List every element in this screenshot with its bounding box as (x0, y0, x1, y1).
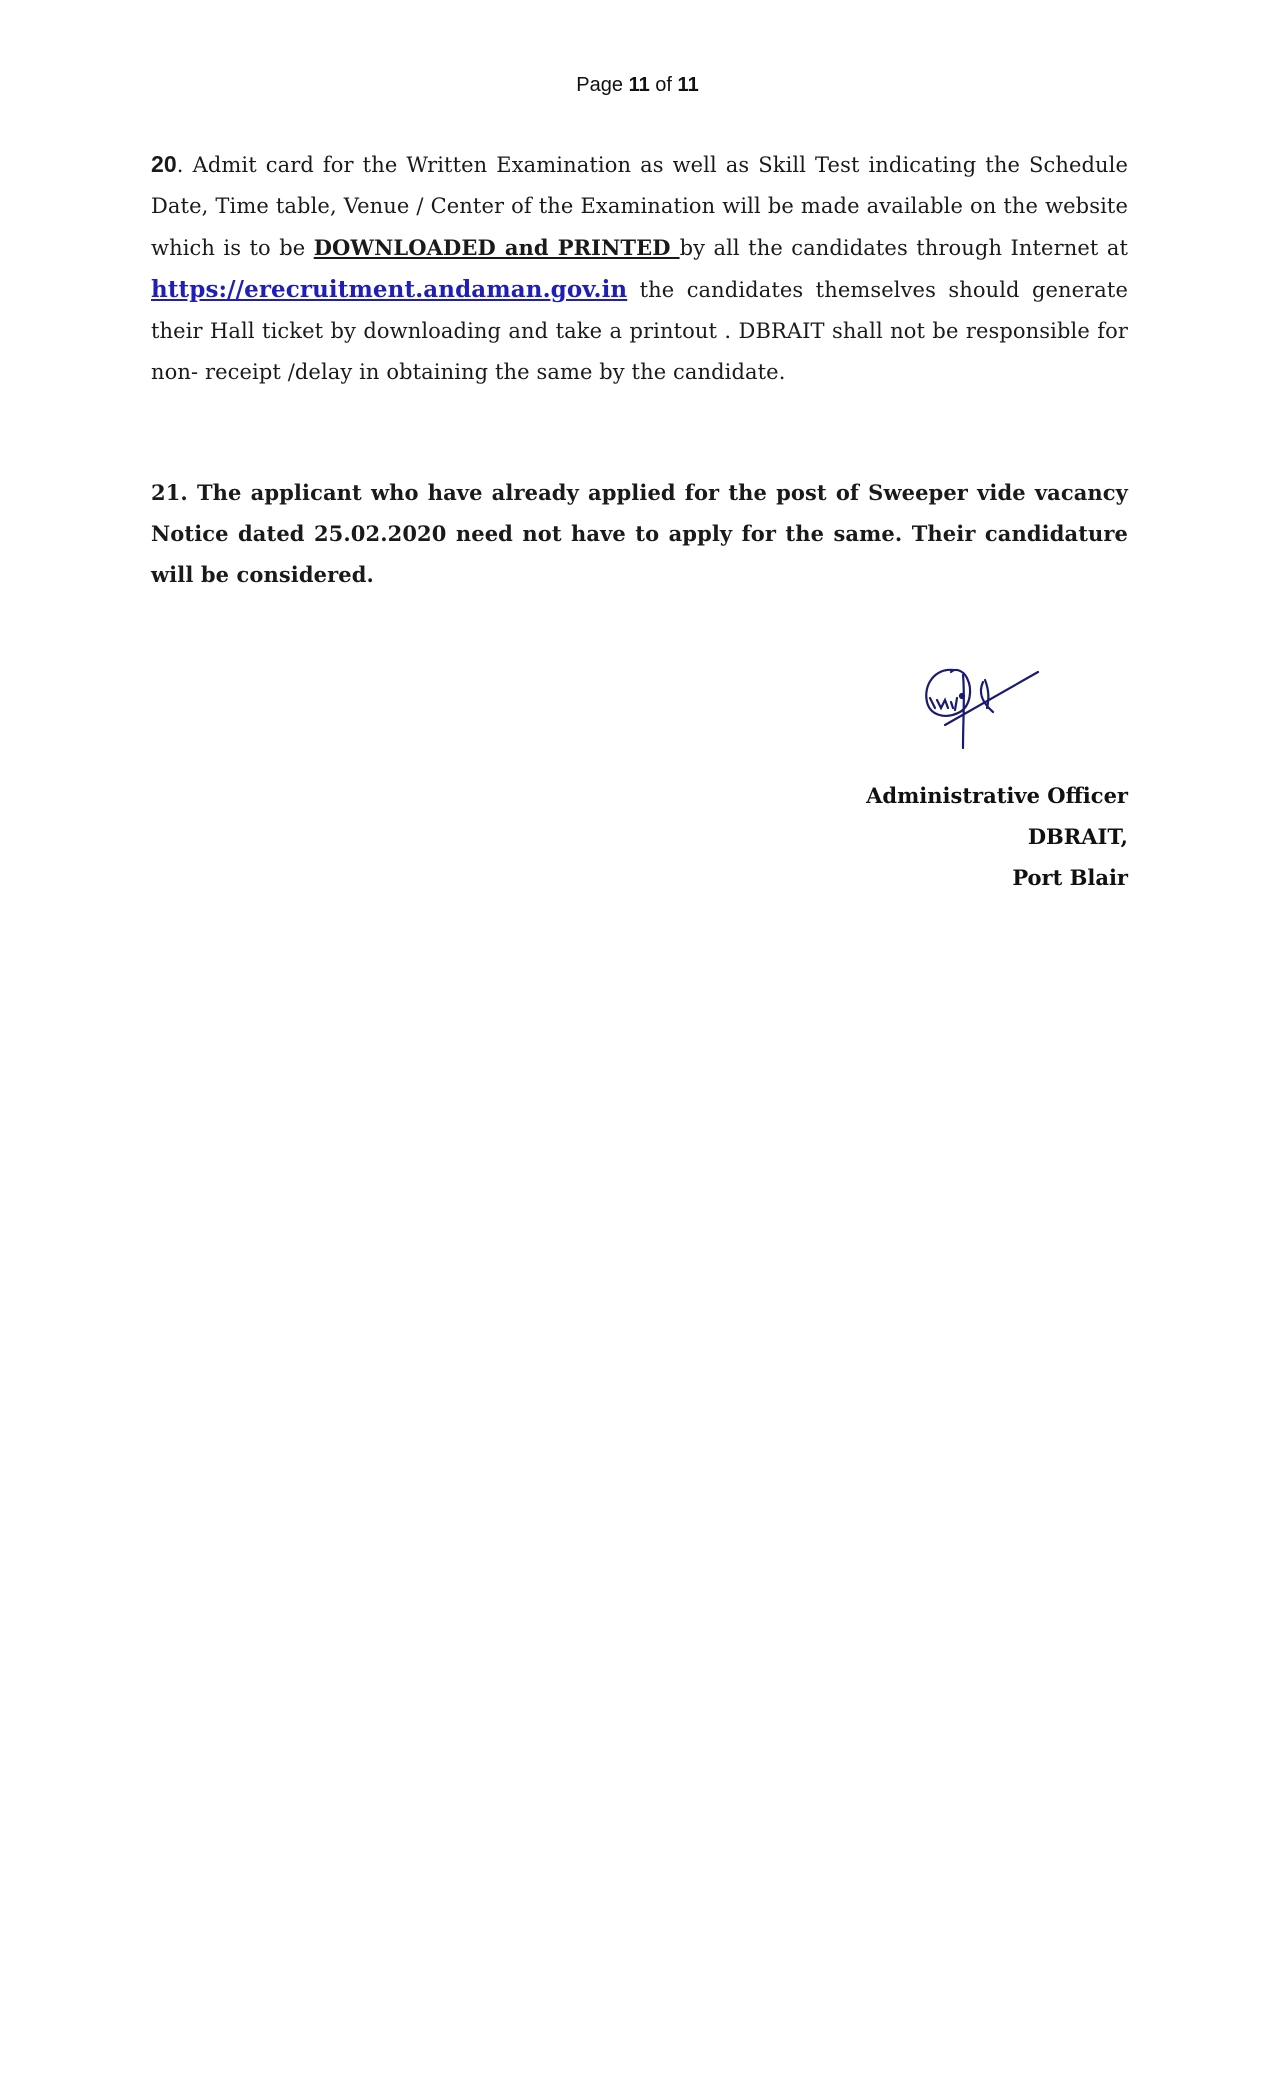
signatory-block (866, 775, 1128, 898)
paragraph-20 (151, 144, 1128, 393)
total-page-number: 11 (677, 74, 699, 96)
paragraph-number: 20 (151, 151, 177, 177)
erecruitment-link[interactable]: https://erecruitment.andaman.gov.in (151, 276, 628, 303)
download-print-emphasis: DOWNLOADED and PRINTED (313, 235, 680, 260)
signatory-place: Port Blair (1012, 865, 1128, 890)
signatory-title: Administrative Officer (866, 783, 1128, 808)
paragraph-21: 21. The applicant who have already applied for the post of Sweeper vide vacancy Notice dated 25.02.2020 need not have to apply for the same. Their candidature will be considered. (151, 480, 1128, 587)
page-number-header (0, 74, 1275, 97)
page-label: Page (576, 74, 624, 96)
signature-icon (915, 660, 1045, 760)
signatory-organization: DBRAIT, (1027, 824, 1128, 849)
paragraph-text: by all the candidates through Internet at (679, 236, 1128, 260)
page-of-label: of (655, 74, 672, 96)
paragraph-text: . Admit card for the Written Examination as well as Skill Test indicating the Schedule Date, Time table, Venue / Center of the Examination will be made available on the website which is to be (151, 153, 1128, 260)
current-page-number: 11 (628, 74, 650, 96)
signature-image (915, 660, 1045, 760)
paragraph-text: the candidates themselves should generate their Hall ticket by downloading and take a printout . DBRAIT shall not be responsible for non- receipt /delay in obtaining the same by the candidate. (151, 278, 1128, 384)
